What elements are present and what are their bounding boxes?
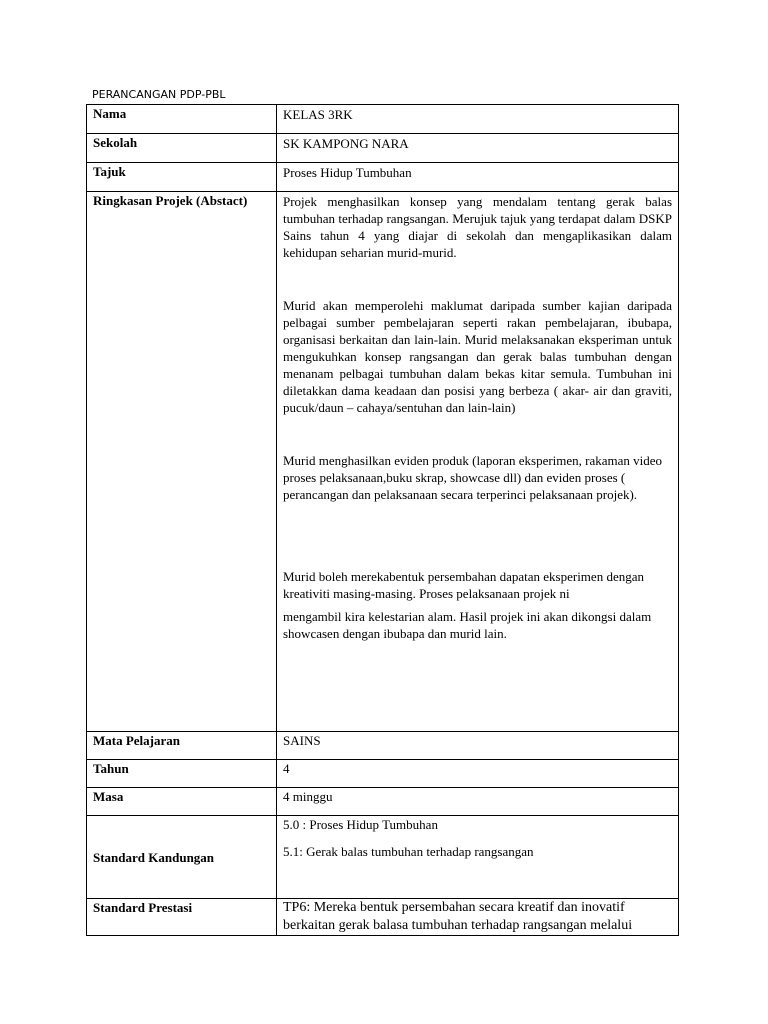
abstract-paragraph-1: Projek menghasilkan konsep yang mendalam tentang gerak balas tumbuhan terhadap rangsangan. Merujuk tajuk yang terdapat dalam DSKP Sains tahun 4 yang diajar di sekolah dan mengaplikasikan dalam kehidupan seharian murid-murid. <box>283 194 672 260</box>
row-standard-prestasi <box>87 899 679 936</box>
label-nama: Nama <box>87 105 277 134</box>
label-masa: Masa <box>87 788 277 816</box>
label-ringkasan-projek: Ringkasan Projek (Abstact) <box>87 192 277 732</box>
value-nama: KELAS 3RK <box>277 105 679 134</box>
label-tajuk: Tajuk <box>87 163 277 192</box>
label-standard-kandungan: Standard Kandungan <box>87 816 277 899</box>
row-nama <box>87 105 679 134</box>
row-ringkasan-projek <box>87 192 679 732</box>
value-tahun: 4 <box>277 760 679 788</box>
document-header: PERANCANGAN PDP-PBL <box>92 88 226 101</box>
standard-kandungan-line-2: 5.1: Gerak balas tumbuhan terhadap rangsangan <box>283 844 534 859</box>
abstract-paragraph-5: mengambil kira kelestarian alam. Hasil projek ini akan dikongsi dalam showcasen dengan ibubapa dan murid lain. <box>283 609 652 641</box>
label-standard-prestasi: Standard Prestasi <box>87 899 277 936</box>
row-masa <box>87 788 679 816</box>
value-tajuk: Proses Hidup Tumbuhan <box>277 163 679 192</box>
label-tahun: Tahun <box>87 760 277 788</box>
row-sekolah <box>87 134 679 163</box>
label-sekolah: Sekolah <box>87 134 277 163</box>
value-masa: 4 minggu <box>277 788 679 816</box>
label-mata-pelajaran: Mata Pelajaran <box>87 732 277 760</box>
value-standard-prestasi: TP6: Mereka bentuk persembahan secara kreatif dan inovatif berkaitan gerak balasa tumbuhan terhadap rangsangan melalui <box>277 899 679 936</box>
value-mata-pelajaran: SAINS <box>277 732 679 760</box>
value-standard-kandungan <box>277 816 679 899</box>
standard-kandungan-line-1: 5.0 : Proses Hidup Tumbuhan <box>283 817 438 832</box>
row-standard-kandungan <box>87 816 679 899</box>
abstract-paragraph-3: Murid menghasilkan eviden produk (laporan eksperimen, rakaman video proses pelaksanaan,buku skrap, showcase dll) dan eviden proses ( perancangan dan pelaksanaan secara terperinci pelaksanaan projek). <box>283 453 663 502</box>
row-tahun <box>87 760 679 788</box>
value-ringkasan-projek <box>277 192 679 732</box>
abstract-paragraph-2: Murid akan memperolehi maklumat daripada sumber kajian daripada pelbagai sumber pembelajaran seperti rakan pembelajaran, ibubapa, organisasi berkaitan dan lain-lain. Murid melaksanakan eksperiman untuk mengukuhkan konsep rangsangan dan gerak balas tumbuhan dengan menanam pelbagai tumbuhan dalam bekas kitar semula. Tumbuhan ini diletakkan dama keadaan dan posisi yang berbeza ( akar- air dan graviti, pucuk/daun – cahaya/sentuhan dan lain-lain) <box>283 298 672 415</box>
pdp-pbl-form-table <box>86 104 679 936</box>
row-tajuk <box>87 163 679 192</box>
value-sekolah: SK KAMPONG NARA <box>277 134 679 163</box>
abstract-paragraph-4: Murid boleh merekabentuk persembahan dapatan eksperimen dengan kreativiti masing-masing. Proses pelaksanaan projek ni <box>283 569 644 601</box>
row-mata-pelajaran <box>87 732 679 760</box>
